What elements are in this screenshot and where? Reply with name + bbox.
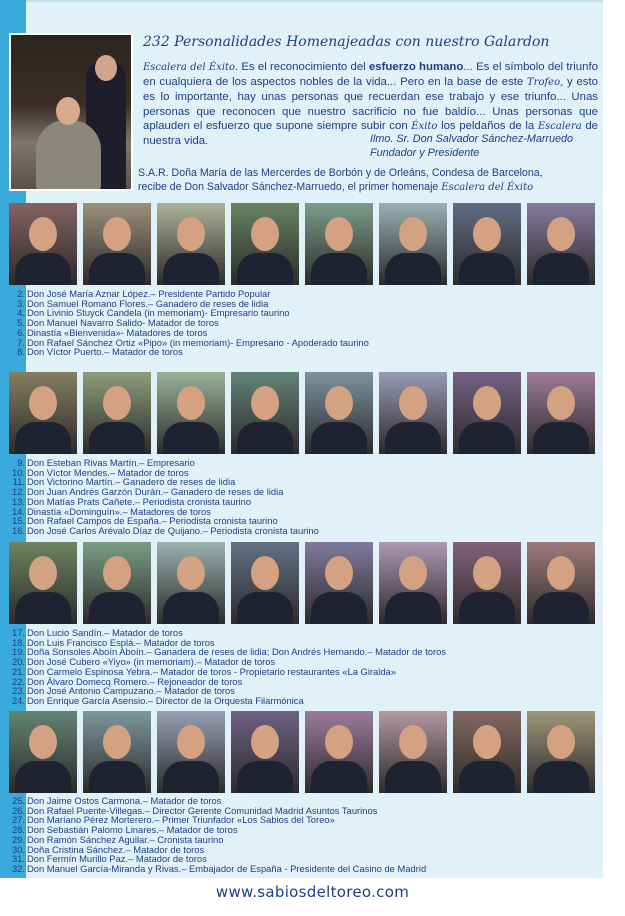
intro-script: Éxito xyxy=(411,120,438,132)
portrait-photo xyxy=(231,711,299,793)
item-number: 30. xyxy=(11,843,25,855)
item-text: Don Jaime Ostos Carmona.– Matador de toros xyxy=(27,795,222,806)
portrait-photo xyxy=(9,203,77,285)
item-number: 25. xyxy=(11,795,25,806)
item-number: 23. xyxy=(11,685,25,697)
item-number: 3. xyxy=(17,297,25,309)
intro-script: Trofeo, xyxy=(527,77,564,89)
portrait-photo xyxy=(453,542,521,624)
item-text: Don Maríano Pérez Morterero.– Primer Triunfador «Los Sabios del Toreo» xyxy=(27,814,335,826)
portrait-photo xyxy=(231,372,299,454)
item-text: Dinastía «Bienvenida»- Matadores de toros xyxy=(27,326,208,338)
portrait-photo xyxy=(9,372,77,454)
intro-part: Es el reconocimiento del xyxy=(238,61,369,73)
portrait-photo xyxy=(379,711,447,793)
item-text: Don Sebastián Palomo Linares.– Matador de toros xyxy=(27,824,238,836)
item-text: Don Livinio Stuyck Candela (in memoriam)- Empresario taurino xyxy=(27,307,290,319)
intro-part: y esto es lo importante, hay unas personas que recuerdan ese trabajo y ese triunfo... Unas personas que reconocen que nuestro sacrificio no fue baldío... Unas personas que aplauden el esfuerzo que supone siempre subir con xyxy=(143,76,598,132)
item-number: 29. xyxy=(11,833,25,845)
item-number: 4. xyxy=(17,307,25,319)
item-text: Doña Cristina Sánchez.– Matador de toros xyxy=(27,843,205,855)
signature xyxy=(370,132,598,160)
portrait-photo xyxy=(83,372,151,454)
portrait-photo xyxy=(305,542,373,624)
item-text: Don Ramón Sánchez Aguilar.– Cronista taurino xyxy=(27,833,224,845)
portrait-photo xyxy=(527,711,595,793)
item-text: Don Samuel Romano Flores.– Ganadero de reses de lidia xyxy=(27,297,269,309)
website-link[interactable]: www.sabiosdeltoreo.com xyxy=(215,883,410,901)
item-number: 7. xyxy=(17,336,25,348)
item-number: 10. xyxy=(11,466,25,478)
item-number: 9. xyxy=(17,457,25,468)
item-number: 27. xyxy=(11,814,25,826)
item-text: Don Rafael Campos de España.– Periodista cronista taurino xyxy=(27,515,278,527)
item-number: 11. xyxy=(12,476,25,488)
portrait-photo xyxy=(83,711,151,793)
item-number: 17. xyxy=(11,627,25,638)
photo-row xyxy=(9,372,599,454)
portrait-photo xyxy=(453,372,521,454)
page-title: 232 Personalidades Homenajeadas con nuestro Galardon xyxy=(143,34,550,50)
honoree-list xyxy=(0,628,600,706)
item-number: 8. xyxy=(17,346,25,358)
list-item xyxy=(0,696,600,706)
item-number: 16. xyxy=(11,524,25,536)
list-item xyxy=(0,864,600,874)
item-number: 2. xyxy=(17,288,25,299)
item-text: Don Enrique García Asensio.– Director de la Orquesta Filarmónica xyxy=(27,694,304,706)
item-text: Don Rafael Sánchez Ortiz «Pipo» (in memoriam)- Empresario - Apoderado taurino xyxy=(27,336,369,348)
photo-row xyxy=(9,711,599,793)
item-text: Don Carmelo Espinosa Yebra.– Matador de toros - Propietario restaurantes «La Giralda» xyxy=(27,665,396,677)
item-text: Don Esteban Rivas Martín.– Empresario xyxy=(27,457,195,468)
item-number: 6. xyxy=(17,326,25,338)
portrait-photo xyxy=(379,372,447,454)
portrait-photo xyxy=(9,711,77,793)
item-number: 32. xyxy=(11,862,25,874)
signature-name: Ilmo. Sr. Don Salvador Sánchez-Marruedo xyxy=(370,133,574,145)
portrait-photo xyxy=(453,711,521,793)
item-number: 28. xyxy=(11,824,25,836)
item-number: 19. xyxy=(11,646,25,658)
item-text: Don José María Aznar López.– Presidente Partido Popular xyxy=(27,288,271,299)
item-text: Don José Cubero «Yiyo» (in memoriam).– Matador de toros xyxy=(27,656,276,668)
item-text: Dinastía «Dominguín».– Matadores de toros xyxy=(27,505,211,517)
honoree-list xyxy=(0,458,600,536)
item-number: 20. xyxy=(11,656,25,668)
intro-script: Escalera xyxy=(537,120,582,132)
portrait-photo xyxy=(231,203,299,285)
item-text: Don José Carlos Arévalo Díaz de Quijano.– Periodista cronista taurino xyxy=(27,524,319,536)
main-photo xyxy=(9,33,133,191)
list-item xyxy=(0,347,600,357)
item-number: 5. xyxy=(17,317,25,329)
honoree-list xyxy=(0,289,600,357)
item-text: Don Victorino Martín.– Ganadero de reses de lidia xyxy=(27,476,236,488)
item-text: Don Matías Prats Cañete.– Periodista cronista taurino xyxy=(27,495,252,507)
intro-part: los peldaños de la xyxy=(437,119,538,132)
item-text: Doña Sonsoles Aboín Aboín.– Ganadera de reses de lidia; Don Andrés Hernando.– Matador de toros xyxy=(27,646,447,658)
honoree-list xyxy=(0,796,600,874)
item-number: 12. xyxy=(11,486,25,498)
portrait-photo xyxy=(527,542,595,624)
intro-bold: esfuerzo humano xyxy=(368,61,464,73)
item-number: 26. xyxy=(11,804,25,816)
item-text: Don José Antonio Campuzano.– Matador de toros xyxy=(27,685,235,697)
item-text: Don Fermín Murillo Paz.– Matador de toros xyxy=(27,853,207,865)
item-text: Don Manuel Navarro Salido- Matador de toros xyxy=(27,317,219,329)
item-number: 15. xyxy=(11,515,25,527)
portrait-photo xyxy=(527,372,595,454)
item-text: Don Víctor Mendes.– Matador de toros xyxy=(27,466,189,478)
item-text: Don Luis Francisco Esplá.– Matador de toros xyxy=(27,636,215,648)
item-text: Don Lucio Sandín.– Matador de toros xyxy=(27,627,183,638)
award-name: Escalera del Éxito. xyxy=(143,62,239,73)
item-number: 13. xyxy=(11,495,25,507)
portrait-photo xyxy=(305,711,373,793)
portrait-photo xyxy=(453,203,521,285)
intro-part: ... Es el símbolo del triunfo en cualquiera de los aspectos nobles de la vida... Pero en la base de este xyxy=(143,61,598,89)
photo-caption xyxy=(138,166,598,195)
portrait-photo xyxy=(305,203,373,285)
item-text: Don Víctor Puerto.– Matador de toros xyxy=(27,346,183,358)
item-number: 21. xyxy=(11,665,25,677)
portrait-photo xyxy=(527,203,595,285)
item-number: 31. xyxy=(11,853,25,865)
item-number: 24. xyxy=(11,694,25,706)
portrait-photo xyxy=(83,542,151,624)
portrait-photo xyxy=(157,542,225,624)
intro-part: de nuestra vida. xyxy=(143,119,598,148)
portrait-photo xyxy=(157,372,225,454)
portrait-photo xyxy=(9,542,77,624)
item-text: Don Rafael Puente-Villegas.– Director Gerente Comunidad Madrid Asuntos Taurinos xyxy=(27,804,378,816)
portrait-photo xyxy=(379,203,447,285)
portrait-photo xyxy=(305,372,373,454)
item-number: 22. xyxy=(11,675,25,687)
item-number: 18. xyxy=(11,636,25,648)
portrait-photo xyxy=(379,542,447,624)
item-text: Don Álvaro Domecq Romero.– Rejoneador de toros xyxy=(27,675,243,687)
photo-row xyxy=(9,542,599,624)
portrait-photo xyxy=(83,203,151,285)
portrait-photo xyxy=(231,542,299,624)
item-number: 14. xyxy=(11,505,25,517)
portrait-photo xyxy=(157,203,225,285)
photo-row xyxy=(9,203,599,285)
caption-line: S.A.R. Doña María de las Mercerdes de Borbón y de Orleáns, Condesa de Barcelona, xyxy=(138,167,543,179)
signature-role: Fundador y Presidente xyxy=(370,147,480,159)
award-name: Escalera del Éxito xyxy=(441,182,534,193)
item-text: Don Juan Andrés Garzón Durán.– Ganadero de reses de lidia xyxy=(27,486,284,498)
portrait-photo xyxy=(157,711,225,793)
list-item xyxy=(0,526,600,536)
item-text: Don Manuel García-Miranda y Rivas.– Embajador de España - Presidente del Casino de Madrid xyxy=(27,862,427,874)
caption-line: recibe de Don Salvador Sánchez-Marruedo, el primer homenaje xyxy=(138,181,442,193)
